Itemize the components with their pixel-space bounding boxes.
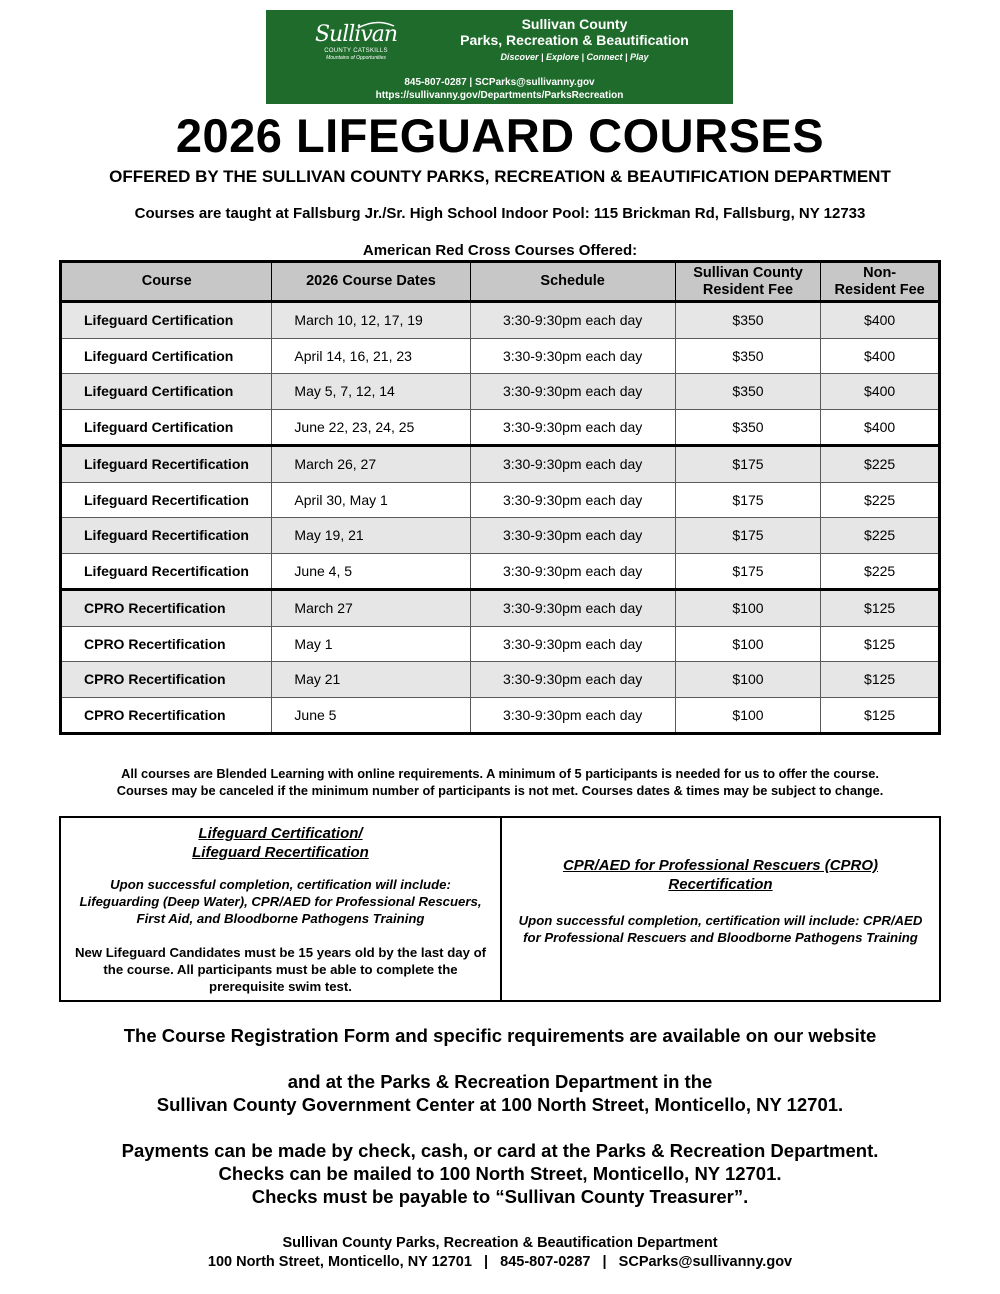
header-non-l1: Non- <box>863 264 897 281</box>
cell-dates: June 22, 23, 24, 25 <box>272 409 470 446</box>
cell-dates: June 5 <box>272 697 470 734</box>
footer-line3: Sullivan County Government Center at 100 North Street, Monticello, NY 12701. <box>156 1094 844 1115</box>
cpro-info-heading2: Recertification <box>668 876 773 893</box>
cell-course: CPRO Recertification <box>61 590 272 627</box>
registration-info <box>0 1024 1000 1208</box>
cell-resident-fee: $175 <box>675 446 821 483</box>
cell-dates: May 5, 7, 12, 14 <box>272 374 470 410</box>
footer-line6: Checks must be payable to “Sullivan County Treasurer”. <box>251 1186 749 1207</box>
cell-nonresident-fee: $125 <box>821 662 940 698</box>
cell-resident-fee: $350 <box>675 374 821 410</box>
cell-schedule: 3:30-9:30pm each day <box>470 446 675 483</box>
table-row <box>61 374 940 410</box>
course-location: Courses are taught at Fallsburg Jr./Sr. High School Indoor Pool: 115 Brickman Rd, Fallsburg, NY 12733 <box>134 205 866 222</box>
header-non-l2: Resident Fee <box>834 281 925 298</box>
page-subtitle: OFFERED BY THE SULLIVAN COUNTY PARKS, RECREATION & BEAUTIFICATION DEPARTMENT <box>109 167 891 186</box>
lifeguard-info-body: Upon successful completion, certification will include: Lifeguarding (Deep Water), CPR/AED for Professional Rescuers, First Aid, and Bloodborne Pathogens Training <box>79 877 482 926</box>
cell-nonresident-fee: $225 <box>821 482 940 518</box>
cell-course: Lifeguard Certification <box>61 338 272 374</box>
cell-nonresident-fee: $225 <box>821 446 940 483</box>
cell-course: Lifeguard Recertification <box>61 482 272 518</box>
cell-nonresident-fee: $125 <box>821 590 940 627</box>
lifeguard-info-heading2: Lifeguard Recertification <box>192 844 369 861</box>
cell-nonresident-fee: $125 <box>821 697 940 734</box>
cell-schedule: 3:30-9:30pm each day <box>470 482 675 518</box>
table-header-row <box>61 262 940 302</box>
cell-dates: June 4, 5 <box>272 553 470 590</box>
cell-course: Lifeguard Recertification <box>61 553 272 590</box>
cell-schedule: 3:30-9:30pm each day <box>470 590 675 627</box>
cell-schedule: 3:30-9:30pm each day <box>470 374 675 410</box>
cell-course: Lifeguard Certification <box>61 409 272 446</box>
cell-nonresident-fee: $400 <box>821 338 940 374</box>
sullivan-logo <box>306 24 406 61</box>
cell-nonresident-fee: $400 <box>821 302 940 339</box>
cell-nonresident-fee: $400 <box>821 374 940 410</box>
cell-schedule: 3:30-9:30pm each day <box>470 553 675 590</box>
footer-line5: Checks can be mailed to 100 North Street, Monticello, NY 12701. <box>218 1163 782 1184</box>
banner-url[interactable]: https://sullivanny.gov/Departments/ParksRecreation <box>375 90 624 101</box>
table-row <box>61 626 940 662</box>
courses-heading: American Red Cross Courses Offered: <box>362 242 638 259</box>
banner-phone-email: 845-807-0287 | SCParks@sullivanny.gov <box>404 77 595 88</box>
footer-line4: Payments can be made by check, cash, or card at the Parks & Recreation Department. <box>121 1140 879 1161</box>
cell-schedule: 3:30-9:30pm each day <box>470 662 675 698</box>
header-schedule: Schedule <box>470 262 675 302</box>
cell-dates: May 1 <box>272 626 470 662</box>
cell-resident-fee: $100 <box>675 590 821 627</box>
banner-title-line2: Parks, Recreation & Beautification <box>460 32 689 48</box>
cpro-info-heading1: CPR/AED for Professional Rescuers (CPRO) <box>562 857 879 874</box>
cell-nonresident-fee: $225 <box>821 518 940 554</box>
table-row <box>61 409 940 446</box>
banner-contact <box>266 76 733 102</box>
cell-dates: May 19, 21 <box>272 518 470 554</box>
header-banner <box>266 10 733 104</box>
cell-nonresident-fee: $125 <box>821 626 940 662</box>
cell-course: CPRO Recertification <box>61 662 272 698</box>
footer-line2: and at the Parks & Recreation Department in the <box>287 1071 713 1092</box>
cell-resident-fee: $100 <box>675 697 821 734</box>
cell-dates: April 14, 16, 21, 23 <box>272 338 470 374</box>
cell-schedule: 3:30-9:30pm each day <box>470 409 675 446</box>
notes-line1: All courses are Blended Learning with online requirements. A minimum of 5 participants is needed for us to offer the course. <box>121 766 879 781</box>
cell-resident-fee: $100 <box>675 626 821 662</box>
cell-resident-fee: $100 <box>675 662 821 698</box>
address-line2: 100 North Street, Monticello, NY 12701 | 845-807-0287 | SCParks@sullivanny.gov <box>207 1254 793 1270</box>
banner-title <box>416 16 733 48</box>
cell-schedule: 3:30-9:30pm each day <box>470 626 675 662</box>
cell-schedule: 3:30-9:30pm each day <box>470 518 675 554</box>
cell-course: Lifeguard Recertification <box>61 446 272 483</box>
cell-dates: March 27 <box>272 590 470 627</box>
page-title: 2026 LIFEGUARD COURSES <box>175 109 825 162</box>
cell-schedule: 3:30-9:30pm each day <box>470 302 675 339</box>
cell-dates: March 10, 12, 17, 19 <box>272 302 470 339</box>
cell-course: Lifeguard Certification <box>61 302 272 339</box>
courses-table <box>59 260 941 735</box>
header-dates: 2026 Course Dates <box>272 262 470 302</box>
cell-schedule: 3:30-9:30pm each day <box>470 697 675 734</box>
header-resident-fee <box>675 262 821 302</box>
cell-dates: March 26, 27 <box>272 446 470 483</box>
cell-nonresident-fee: $225 <box>821 553 940 590</box>
header-nonresident-fee <box>821 262 940 302</box>
certification-info-box <box>59 816 941 1002</box>
cell-course: CPRO Recertification <box>61 626 272 662</box>
cell-course: Lifeguard Certification <box>61 374 272 410</box>
cell-resident-fee: $175 <box>675 482 821 518</box>
cell-nonresident-fee: $400 <box>821 409 940 446</box>
lifeguard-info <box>61 818 502 1000</box>
table-row <box>61 553 940 590</box>
address-line1: Sullivan County Parks, Recreation & Beautification Department <box>282 1235 718 1251</box>
cell-resident-fee: $175 <box>675 518 821 554</box>
logo-subtitle: COUNTY CATSKILLS <box>324 48 388 54</box>
header-resident-l1: Sullivan County <box>693 264 803 281</box>
banner-title-line1: Sullivan County <box>521 16 628 32</box>
table-row <box>61 446 940 483</box>
cell-resident-fee: $350 <box>675 302 821 339</box>
cell-course: CPRO Recertification <box>61 697 272 734</box>
table-row <box>61 662 940 698</box>
cpro-info-body: Upon successful completion, certification will include: CPR/AED for Professional Rescuers and Bloodborne Pathogens Training <box>518 913 923 945</box>
header-course: Course <box>61 262 272 302</box>
cpro-info <box>502 818 939 1000</box>
notes-line2: Courses may be canceled if the minimum number of participants is not met. Courses dates & times may be subject to change. <box>116 783 884 798</box>
banner-tagline: Discover | Explore | Connect | Play <box>500 52 649 62</box>
cell-resident-fee: $350 <box>675 409 821 446</box>
department-address <box>0 1234 1000 1272</box>
footer-line1: The Course Registration Form and specific requirements are available on our website <box>123 1025 877 1046</box>
table-row <box>61 697 940 734</box>
logo-script: Sullivan <box>314 22 398 47</box>
cell-schedule: 3:30-9:30pm each day <box>470 338 675 374</box>
cell-dates: May 21 <box>272 662 470 698</box>
header-resident-l2: Resident Fee <box>702 281 794 298</box>
logo-swoosh-icon <box>356 20 396 30</box>
table-row <box>61 518 940 554</box>
lifeguard-info-heading1: Lifeguard Certification/ <box>198 825 363 842</box>
table-row <box>61 338 940 374</box>
cell-resident-fee: $175 <box>675 553 821 590</box>
course-notes <box>40 765 960 799</box>
cell-dates: April 30, May 1 <box>272 482 470 518</box>
logo-tagline: Mountains of Opportunities <box>326 55 386 61</box>
cell-resident-fee: $350 <box>675 338 821 374</box>
table-row <box>61 482 940 518</box>
table-row <box>61 590 940 627</box>
lifeguard-info-note: New Lifeguard Candidates must be 15 years old by the last day of the course. All participants must be able to complete the prerequisite swim test. <box>74 945 487 994</box>
cell-course: Lifeguard Recertification <box>61 518 272 554</box>
table-row <box>61 302 940 339</box>
